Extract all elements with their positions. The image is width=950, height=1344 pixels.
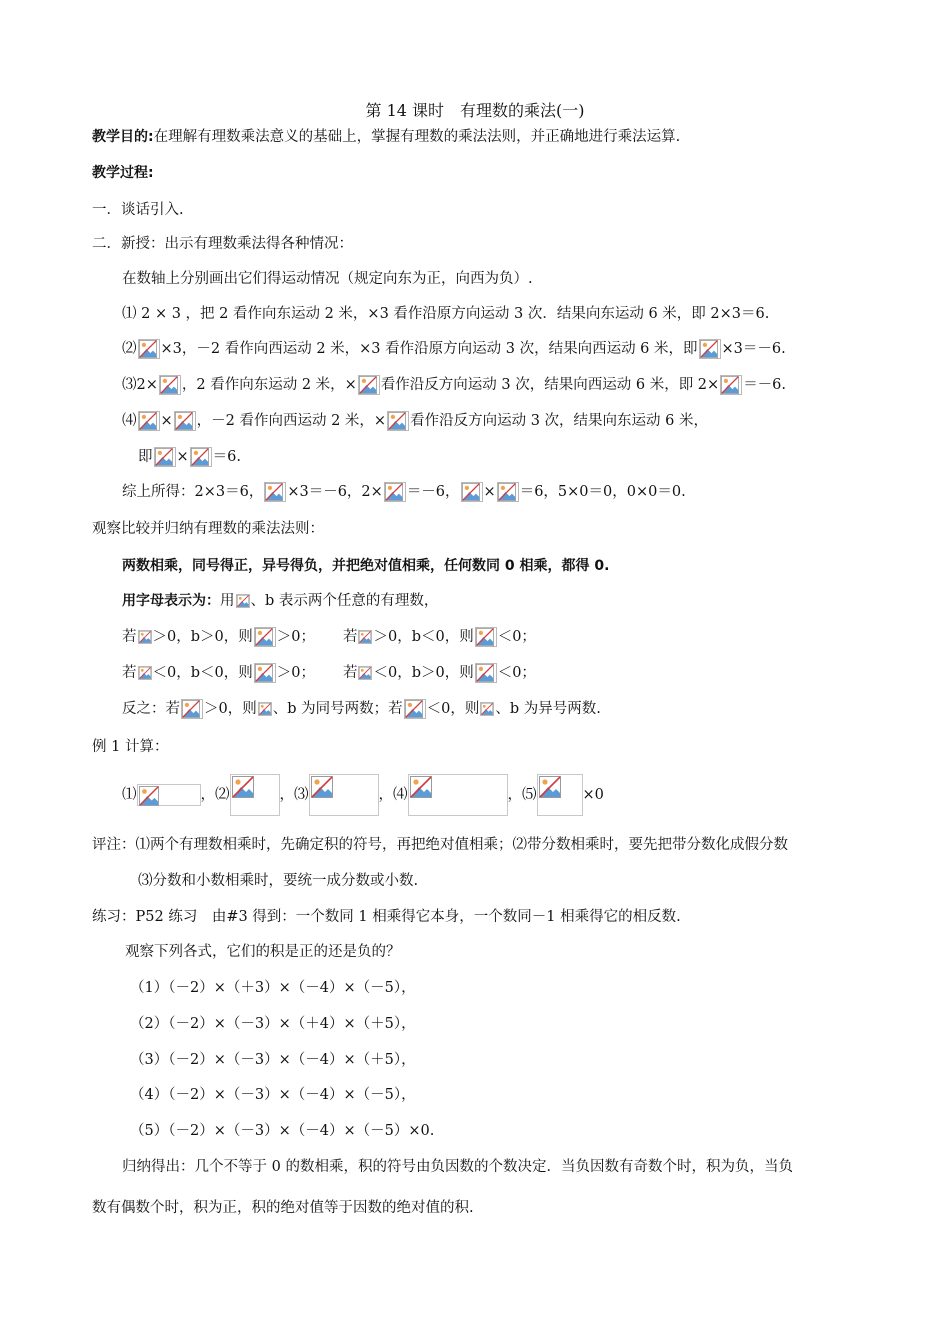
if-part: 若 xyxy=(342,629,358,645)
summary-part: ＝－6， xyxy=(406,484,460,500)
formula-image-icon xyxy=(309,774,379,816)
example-part: ×0 xyxy=(582,787,604,803)
comment-line-2: ⑶分数和小数相乘时，要统一成分数或小数. xyxy=(138,873,419,889)
converse-part: ＞0，则 xyxy=(204,701,257,717)
formula-image-icon xyxy=(720,375,742,395)
formula-image-icon xyxy=(230,774,280,816)
summary-part: ＝6，5×0＝0，0×0＝0. xyxy=(519,484,686,500)
formula-image-icon xyxy=(358,666,372,680)
formula-image-icon xyxy=(154,447,176,467)
letters-part: 用 xyxy=(220,593,235,609)
example-line xyxy=(122,772,604,818)
case-4-part: ，－2 看作向西运动 2 米，× xyxy=(196,413,387,429)
formula-image-icon xyxy=(138,411,160,431)
converse-line xyxy=(122,698,601,720)
formula-image-icon xyxy=(537,774,583,816)
case-4-result-part: ＝6. xyxy=(212,449,241,465)
example-part: ，⑶ xyxy=(279,787,309,803)
case-4-result-part: 即 xyxy=(138,449,153,465)
question-line: 观察下列各式，它们的积是正的还是负的？ xyxy=(125,944,401,960)
goal-line xyxy=(92,126,680,148)
list-item: （3）（－2）×（－3）×（－4）×（＋5）， xyxy=(130,1052,416,1068)
conclusion-line-2: 数有偶数个时，积为正，积的绝对值等于因数的绝对值的积. xyxy=(92,1200,474,1216)
if-part: ＞0，b＞0，则 xyxy=(152,629,253,645)
letters-line xyxy=(122,590,438,612)
case-1: ⑴ 2 × 3 ，把 2 看作向东运动 2 米，×3 看作沿原方向运动 3 次．结果向东运动 6 米，即 2×3＝6. xyxy=(122,306,770,322)
formula-image-icon xyxy=(236,594,250,608)
if-part: ＜0，b＜0，则 xyxy=(152,665,253,681)
if-line-1 xyxy=(122,626,536,648)
formula-image-icon xyxy=(138,666,152,680)
page-title: 第 14 课时 有理数的乘法(一) xyxy=(365,101,585,120)
formula-image-icon xyxy=(384,482,406,502)
formula-image-icon xyxy=(387,411,409,431)
if-part: ＞0，b＜0，则 xyxy=(373,629,474,645)
case-3-part: ，2 看作向东运动 2 米，× xyxy=(181,377,357,393)
case-4-result-part: × xyxy=(176,449,189,465)
case-4-part: 看作沿反方向运动 3 次，结果向东运动 6 米， xyxy=(410,413,708,429)
formula-image-icon xyxy=(358,630,372,644)
formula-image-icon xyxy=(254,627,276,647)
summary-part: ×3＝－6，2× xyxy=(287,484,383,500)
converse-part: ＜0，则 xyxy=(426,701,480,717)
formula-image-icon xyxy=(461,482,483,502)
formula-image-icon xyxy=(138,339,160,359)
formula-image-icon xyxy=(254,663,276,683)
example-part: ，⑵ xyxy=(200,787,230,803)
case-4-part: ⑷ xyxy=(122,413,137,429)
formula-image-icon xyxy=(475,627,497,647)
practice-line: 练习：P52 练习 由#3 得到：一个数同 1 相乘得它本身，一个数同－1 相乘得它的相反数. xyxy=(92,909,681,925)
if-part: 若 xyxy=(122,629,137,645)
case-3-part: ⑶2× xyxy=(122,377,158,393)
case-2-part: ×3＝－6. xyxy=(721,341,786,357)
if-part: 若 xyxy=(122,665,137,681)
letters-part: 、b 表示两个任意的有理数， xyxy=(250,593,439,609)
formula-image-icon xyxy=(404,699,426,719)
formula-image-icon xyxy=(138,630,152,644)
formula-image-icon xyxy=(497,482,519,502)
case-3-part: ＝－6. xyxy=(743,377,787,393)
case-2-part: ×3，－2 看作向西运动 2 米，×3 看作沿原方向运动 3 次，结果向西运动 6 米，即 xyxy=(160,341,698,357)
formula-image-icon xyxy=(159,375,181,395)
example-part: ，⑸ xyxy=(507,787,537,803)
case-3 xyxy=(122,374,786,396)
converse-part: 、b 为异号两数. xyxy=(495,701,601,717)
example-part: ，⑷ xyxy=(378,787,408,803)
if-part: ＜0； xyxy=(497,665,536,681)
case-4-result xyxy=(138,446,241,468)
formula-image-icon xyxy=(264,482,286,502)
summary-part: 综上所得：2×3＝6， xyxy=(122,484,264,500)
case-4 xyxy=(122,410,708,432)
summary-line xyxy=(122,481,686,503)
list-item: （5）（－2）×（－3）×（－4）×（－5）×0. xyxy=(130,1123,435,1139)
step-1: 一．谈话引入. xyxy=(92,202,184,218)
goal-text: 在理解有理数乘法意义的基础上，掌握有理数的乘法法则，并正确地进行乘法运算. xyxy=(153,129,681,145)
formula-image-icon xyxy=(480,702,494,716)
comment-line-1: 评注：⑴两个有理数相乘时，先确定积的符号，再把绝对值相乘；⑵带分数相乘时，要先把带分数化成假分数 xyxy=(92,837,788,853)
example-part: ⑴ xyxy=(122,787,137,803)
formula-image-icon xyxy=(174,411,196,431)
if-part: ＜0； xyxy=(497,629,536,645)
conclusion-line-1: 归纳得出：几个不等于 0 的数相乘，积的符号由负因数的个数决定．当负因数有奇数个时，积为负，当负 xyxy=(122,1159,793,1175)
step-2: 二．新授：出示有理数乘法得各种情况： xyxy=(92,236,353,252)
observe-text: 观察比较并归纳有理数的乘法法则： xyxy=(92,521,324,537)
converse-part: 反之：若 xyxy=(122,701,180,717)
formula-image-icon xyxy=(181,699,203,719)
process-label: 教学过程: xyxy=(92,165,154,181)
example-label: 例 1 计算： xyxy=(92,739,169,755)
if-line-2 xyxy=(122,662,536,684)
if-part: 若 xyxy=(342,665,358,681)
formula-image-icon xyxy=(137,784,201,806)
if-part: ＞0； xyxy=(276,629,315,645)
summary-part: × xyxy=(483,484,496,500)
formula-image-icon xyxy=(475,663,497,683)
intro-text: 在数轴上分别画出它们得运动情况（规定向东为正，向西为负）. xyxy=(122,271,533,287)
formula-image-icon xyxy=(699,339,721,359)
converse-part: 、b 为同号两数；若 xyxy=(272,701,403,717)
formula-image-icon xyxy=(408,774,508,816)
if-part: ＜0，b＞0，则 xyxy=(373,665,474,681)
letters-label: 用字母表示为： xyxy=(122,593,220,609)
goal-label: 教学目的: xyxy=(92,129,154,145)
formula-image-icon xyxy=(258,702,272,716)
list-item: （2）（－2）×（－3）×（＋4）×（＋5）， xyxy=(130,1016,416,1032)
case-4-part: × xyxy=(160,413,173,429)
list-item: （1）（－2）×（＋3）×（－4）×（－5）， xyxy=(130,980,416,996)
case-3-part: 看作沿反方向运动 3 次，结果向西运动 6 米，即 2× xyxy=(380,377,720,393)
case-2-part: ⑵ xyxy=(122,341,137,357)
rule-text: 两数相乘，同号得正，异号得负，并把绝对值相乘，任何数同 0 相乘，都得 0. xyxy=(122,558,610,574)
formula-image-icon xyxy=(358,375,380,395)
formula-image-icon xyxy=(190,447,212,467)
case-2 xyxy=(122,338,786,360)
list-item: （4）（－2）×（－3）×（－4）×（－5）， xyxy=(130,1087,416,1103)
if-part: ＞0； xyxy=(276,665,315,681)
